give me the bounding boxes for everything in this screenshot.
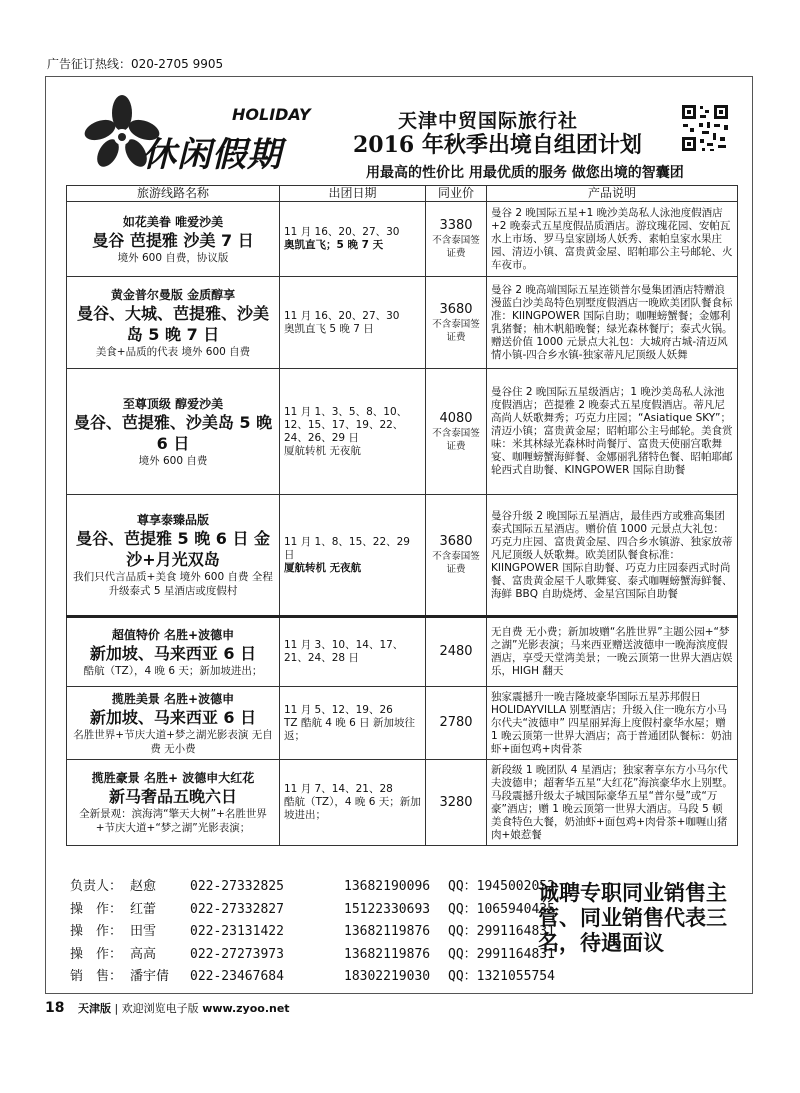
table-row bbox=[67, 687, 738, 760]
header-route: 旅游线路名称 bbox=[67, 186, 280, 202]
qr-code-icon bbox=[680, 103, 730, 153]
plan-title: 2016 年秋季出境自组团计划 bbox=[353, 132, 642, 158]
holiday-logo bbox=[82, 95, 327, 175]
price-cell bbox=[426, 277, 487, 369]
contact-row bbox=[70, 944, 555, 967]
price-value: 4080 bbox=[439, 410, 473, 426]
price-value: 2480 bbox=[439, 644, 473, 659]
header-description: 产品说明 bbox=[487, 186, 738, 202]
contact-role: 操 作： bbox=[70, 924, 123, 939]
table-row bbox=[67, 760, 738, 846]
contact-name: 高高 bbox=[130, 946, 157, 962]
table-header-row bbox=[67, 186, 738, 202]
price-cell bbox=[426, 617, 487, 687]
contact-qq: QQ：1321055754 bbox=[448, 969, 555, 984]
contact-mobile: 15122330693 bbox=[344, 901, 431, 917]
table-row bbox=[67, 617, 738, 687]
header-dates: 出团日期 bbox=[280, 186, 426, 202]
departure-dates: 11 月 7、14、21、28 bbox=[284, 783, 393, 795]
edition-label: 天津版 bbox=[77, 1002, 111, 1015]
contact-name: 潘宇倩 bbox=[130, 969, 170, 984]
price-value: 2780 bbox=[439, 715, 473, 730]
slogan: 用最高的性价比 用最优质的服务 做您出境的智囊团 bbox=[366, 165, 684, 181]
departure-dates: 11 月 16、20、27、30 bbox=[284, 226, 400, 238]
route-title: 曼谷 芭提雅 沙美 7 日 bbox=[92, 230, 254, 250]
description-cell: 曼谷住 2 晚国际五星级酒店；1 晚沙美岛私人泳池度假酒店；芭提雅 2 晚泰式五星度假酒店。蒂凡尼高尚人妖歌舞秀；巧克力庄园；“Asiatique SKY”；清迈小镇；富贵黄金屋；昭帕耶公主号邮轮。美食赏味：米其林绿光森林时尚餐厅、富贵天使丽宫歌舞宴、咖喱螃蟹海鲜餐、金娜丽乳猪特色餐、昭帕耶邮轮西式自助餐、KINGPOWER 国际自助餐 bbox=[487, 369, 738, 495]
price-cell bbox=[426, 687, 487, 760]
contact-phone: 022-23467684 bbox=[190, 969, 284, 984]
route-cell bbox=[67, 369, 280, 495]
price-cell bbox=[426, 369, 487, 495]
flight-info: TZ 酷航 4 晚 6 日 新加坡往返； bbox=[284, 716, 415, 742]
route-note: 名胜世界+节庆大道+梦之湖光影表演 无自费 无小费 bbox=[73, 728, 273, 755]
route-title: 曼谷、芭提雅 5 晚 6 日 金沙+月光双岛 bbox=[75, 529, 271, 569]
ad-hotline: 广告征订热线：020-2705 9905 bbox=[47, 57, 224, 71]
price-value: 3680 bbox=[439, 534, 473, 549]
departure-dates: 11 月 1、3、5、8、10、12、15、17、19、22、24、26、29 日 bbox=[284, 405, 408, 444]
contact-qq: QQ：2991164831 bbox=[448, 924, 555, 939]
route-note: 酷航（TZ），4 晚 6 天；新加坡进出； bbox=[83, 664, 263, 677]
departure-dates: 11 月 5、12、19、26 bbox=[284, 703, 393, 716]
price-value: 3380 bbox=[439, 218, 473, 233]
route-subtitle: 揽胜美景 名胜+波德申 bbox=[111, 691, 235, 706]
description-cell: 曼谷升级 2 晚国际五星酒店，最佳西方或雅高集团泰式国际五星酒店。赠价值 1000 元景点大礼包：巧克力庄园、富贵黄金屋、四合乡水镇游、独家放蒂凡尼顶级人妖歌舞。欧美团队餐食标准：KIINGPOWER 国际自助餐、巧克力庄园泰西式时尚餐、富贵黄金屋千人歌舞宴、泰式咖喱螃蟹海鲜餐、海鲜 BBQ 自助烧烤、金星宫国际自助餐 bbox=[487, 495, 738, 617]
contact-phone: 022-27273973 bbox=[190, 946, 284, 962]
departure-dates: 11 月 16、20、27、30 bbox=[284, 309, 400, 322]
table-row bbox=[67, 277, 738, 369]
contact-mobile: 13682119876 bbox=[344, 924, 431, 939]
page-number: 18 bbox=[45, 1000, 65, 1016]
route-subtitle: 如花美眷 唯爱沙美 bbox=[122, 214, 224, 229]
route-title: 曼谷、芭提雅、沙美岛 5 晚 6 日 bbox=[73, 412, 273, 453]
contact-role: 操 作： bbox=[70, 946, 123, 962]
header-price: 同业价 bbox=[426, 186, 487, 202]
departure-dates: 11 月 1、8、15、22、29 日 bbox=[284, 535, 410, 561]
flight-info: 厦航转机 无夜航 bbox=[284, 444, 361, 457]
contact-qq: QQ：1065940435 bbox=[448, 901, 555, 917]
website-link[interactable]: www.zyoo.net bbox=[202, 1002, 290, 1015]
route-cell bbox=[67, 687, 280, 760]
price-note: 不含泰国签证费 bbox=[432, 551, 480, 575]
contact-row bbox=[70, 876, 555, 899]
table-row bbox=[67, 495, 738, 617]
price-cell bbox=[426, 760, 487, 846]
price-note: 不含泰国签证费 bbox=[432, 427, 480, 452]
contact-row bbox=[70, 921, 555, 944]
contact-mobile: 13682119876 bbox=[344, 946, 431, 962]
dates-cell bbox=[280, 495, 426, 617]
route-cell bbox=[67, 202, 280, 277]
contact-qq: QQ：2991164831 bbox=[448, 946, 555, 962]
route-subtitle: 至尊顶级 醇爱沙美 bbox=[122, 396, 224, 411]
tour-table bbox=[66, 185, 738, 846]
flight-info: 奥凯直飞；5 晚 7 天 bbox=[284, 239, 384, 251]
table-row bbox=[67, 202, 738, 277]
contact-name: 田雪 bbox=[130, 924, 157, 939]
logo-english: HOLIDAY bbox=[232, 105, 311, 124]
contact-role: 负责人： bbox=[70, 879, 123, 894]
route-cell bbox=[67, 760, 280, 846]
dates-cell bbox=[280, 617, 426, 687]
agency-name: 天津中贸国际旅行社 bbox=[398, 110, 579, 132]
logo-chinese: 休闲假期 bbox=[142, 135, 282, 175]
flight-info: 厦航转机 无夜航 bbox=[284, 561, 362, 574]
route-cell bbox=[67, 617, 280, 687]
price-value: 3680 bbox=[439, 301, 473, 317]
route-note: 我们只代言品质+美食 境外 600 自费 全程升级泰式 5 星酒店或度假村 bbox=[73, 571, 273, 597]
route-subtitle: 揽胜豪景 名胜+ 波德申大红花 bbox=[91, 771, 255, 785]
price-note: 不含泰国签证费 bbox=[432, 235, 480, 259]
price-cell bbox=[426, 202, 487, 277]
route-note: 境外 600 自费 bbox=[138, 454, 208, 467]
dates-cell bbox=[280, 202, 426, 277]
description-cell: 新段级 1 晚团队 4 星酒店；独家奢享东方小马尔代夫波德申；超奢华五星“大红花”海滨豪华水上别墅。马段震撼升级太子城国际豪华五星“普尔曼”或“万豪”酒店；赠 1 晚云顶第一世界大酒店。马段 5 顿美食特色大餐，奶油虾+面包鸡+肉骨茶+咖喱山猪肉+娘惹餐 bbox=[487, 760, 738, 846]
hiring-notice: 诚聘专职同业销售主管、同业销售代表三名，待遇面议 bbox=[538, 880, 727, 955]
flight-info: 奥凯直飞 5 晚 7 日 bbox=[284, 322, 374, 335]
route-title: 曼谷、大城、芭提雅、沙美岛 5 晚 7 日 bbox=[76, 303, 269, 344]
price-value: 3280 bbox=[439, 794, 473, 810]
route-note: 美食+品质的代表 境外 600 自费 bbox=[95, 345, 251, 358]
description-cell: 无自费 无小费；新加坡赠“名胜世界”主题公园+“梦之湖”光影表演；马来西亚赠送波德申一晚海滨度假酒店，享受天堂湾美景；一晚云顶第一世界大酒店娱乐，HIGH 翻天 bbox=[487, 617, 738, 687]
route-note: 境外 600 自费，协议版 bbox=[117, 251, 229, 264]
route-subtitle: 超值特价 名胜+波德申 bbox=[111, 627, 235, 642]
contact-qq: QQ：1945002052 bbox=[448, 879, 555, 894]
dates-cell bbox=[280, 760, 426, 846]
route-cell bbox=[67, 277, 280, 369]
description-cell: 独家震撼升一晚吉隆坡豪华国际五星苏邦假日 HOLIDAYVILLA 别墅酒店；升级入住一晚东方小马尔代夫“波德申” 四星丽昇海上度假村豪华水屋；赠 1 晚云顶第一世界大酒店；高于普通团队餐标：奶油虾+面包鸡+肉骨茶 bbox=[487, 687, 738, 760]
price-cell bbox=[426, 495, 487, 617]
route-subtitle: 黄金普尔曼版 金质醇享 bbox=[110, 287, 236, 302]
dates-cell bbox=[280, 369, 426, 495]
route-title: 新加坡、马来西亚 6 日 bbox=[89, 643, 257, 663]
table-row bbox=[67, 369, 738, 495]
contact-mobile: 18302219030 bbox=[344, 969, 431, 984]
departure-dates: 11 月 3、10、14、17、21、24、28 日 bbox=[284, 639, 404, 664]
contact-phone: 022-27332827 bbox=[190, 901, 284, 917]
contact-mobile: 13682190096 bbox=[344, 879, 431, 894]
contact-name: 红蕾 bbox=[130, 901, 157, 917]
dates-cell bbox=[280, 277, 426, 369]
route-note: 全新景观：滨海湾“擎天大树”+名胜世界+节庆大道+“梦之湖”光影表演； bbox=[79, 808, 267, 834]
description-cell: 曼谷 2 晚高端国际五星连锁普尔曼集团酒店特赠浪漫蓝白沙美岛特色别墅度假酒店一晚欧美团队餐食标准：KIINGPOWER 国际自助；咖喱螃蟹餐；金娜利乳猪餐；柚木帆船晚餐；绿光森林餐厅；泰式火锅。赠送价值 1000 元景点大礼包：大城府古城-清迈风情小镇-四合乡水镇-独家蒂凡尼顶级人妖舞 bbox=[487, 277, 738, 369]
flight-info: 酷航（TZ），4 晚 6 天；新加坡进出； bbox=[284, 796, 421, 821]
contact-list bbox=[70, 876, 555, 989]
browse-text: 欢迎浏览电子版 bbox=[121, 1002, 199, 1015]
contact-role: 销 售： bbox=[70, 969, 123, 984]
contact-row bbox=[70, 899, 555, 922]
contact-name: 赵愈 bbox=[130, 879, 157, 894]
contact-row bbox=[70, 966, 555, 989]
contact-phone: 022-23131422 bbox=[190, 924, 284, 939]
contact-phone: 022-27332825 bbox=[190, 879, 284, 894]
route-title: 新马奢品五晚六日 bbox=[108, 787, 237, 806]
page-footer: 18 天津版 | 欢迎浏览电子版 www.zyoo.net bbox=[45, 1000, 290, 1016]
route-title: 新加坡、马来西亚 6 日 bbox=[89, 707, 257, 727]
route-cell bbox=[67, 495, 280, 617]
description-cell: 曼谷 2 晚国际五星+1 晚沙美岛私人泳池度假酒店+2 晚泰式五星度假品质酒店。游玟瑰花园、安帕瓦水上市场、罗马皇家剧场人妖秀、素帕皇家水果庄园、清迈小镇、富贵黄金屋、昭帕耶公主号邮轮、火车夜市。 bbox=[487, 202, 738, 277]
price-note: 不含泰国签证费 bbox=[432, 318, 480, 343]
dates-cell bbox=[280, 687, 426, 760]
contact-role: 操 作： bbox=[70, 901, 123, 917]
route-subtitle: 尊享泰臻品版 bbox=[136, 513, 209, 527]
